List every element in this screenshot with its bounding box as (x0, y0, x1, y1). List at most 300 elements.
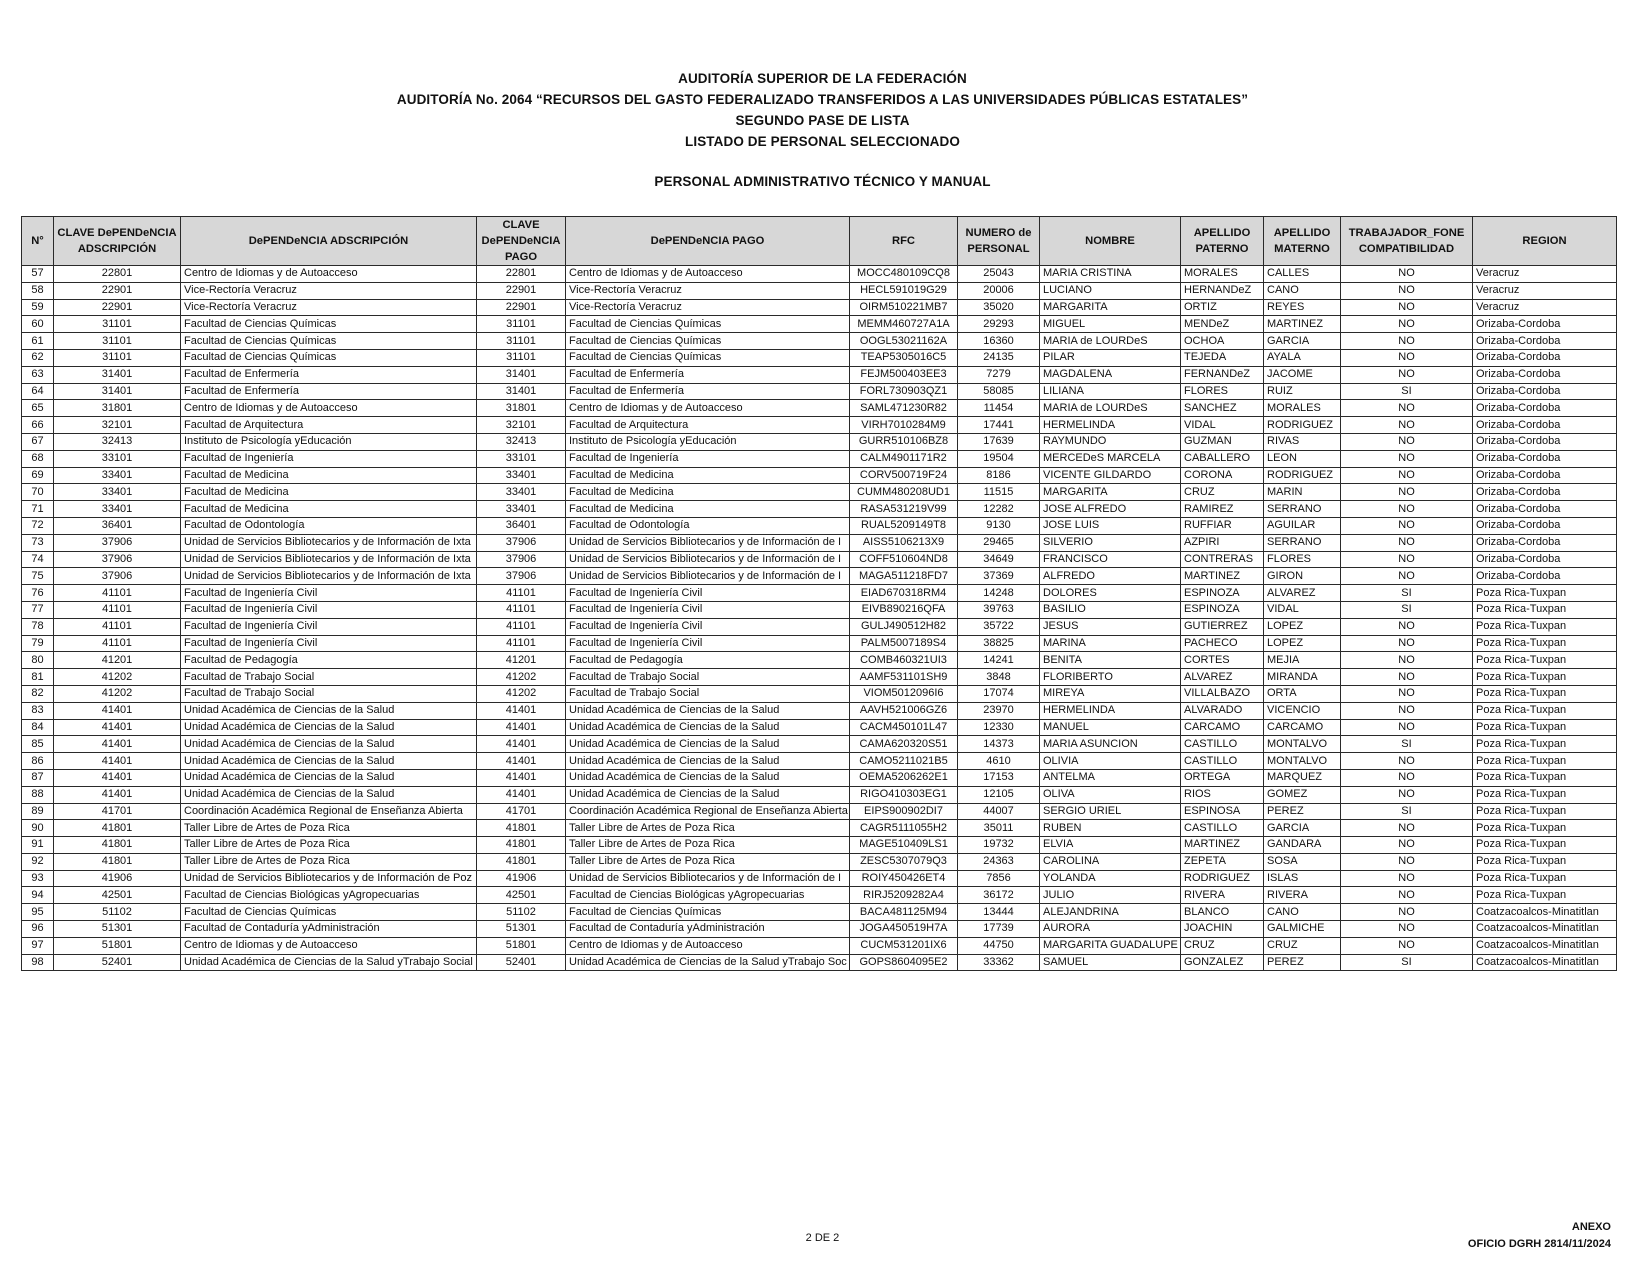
cell-clave-pago: 41401 (477, 702, 566, 719)
cell-dependencia-pago: Centro de Idiomas y de Autoacceso (566, 937, 850, 954)
cell-trabajador-fone: SI (1341, 585, 1473, 602)
cell-clave-adscripcion: 31401 (54, 383, 181, 400)
cell-dependencia-pago: Centro de Idiomas y de Autoacceso (566, 400, 850, 417)
cell-dependencia-pago: Facultad de Medicina (566, 484, 850, 501)
cell-region: Veracruz (1473, 282, 1617, 299)
cell-apellido-paterno: RIOS (1181, 786, 1264, 803)
cell-clave-adscripcion: 41101 (54, 585, 181, 602)
cell-apellido-paterno: GUTIERREZ (1181, 618, 1264, 635)
cell-region: Poza Rica-Tuxpan (1473, 870, 1617, 887)
cell-numero-personal: 20006 (958, 282, 1040, 299)
cell-apellido-materno: AGUILAR (1264, 517, 1341, 534)
cell-rfc: MAGA511218FD7 (850, 568, 958, 585)
cell-n: 86 (22, 753, 54, 770)
cell-clave-adscripcion: 31101 (54, 316, 181, 333)
cell-n: 76 (22, 585, 54, 602)
table-row (22, 820, 1617, 837)
cell-n: 84 (22, 719, 54, 736)
cell-apellido-materno: MONTALVO (1264, 736, 1341, 753)
cell-apellido-materno: MARTINEZ (1264, 316, 1341, 333)
cell-clave-pago: 31801 (477, 400, 566, 417)
cell-dependencia-adscripcion: Facultad de Medicina (181, 467, 477, 484)
cell-dependencia-pago: Facultad de Ingeniería Civil (566, 585, 850, 602)
cell-clave-adscripcion: 41401 (54, 786, 181, 803)
cell-trabajador-fone: NO (1341, 719, 1473, 736)
cell-dependencia-adscripcion: Unidad de Servicios Bibliotecarios y de Información de Ixta (181, 534, 477, 551)
cell-apellido-paterno: RIVERA (1181, 887, 1264, 904)
cell-apellido-paterno: RUFFIAR (1181, 517, 1264, 534)
cell-n: 96 (22, 921, 54, 938)
cell-region: Veracruz (1473, 266, 1617, 283)
cell-dependencia-pago: Unidad Académica de Ciencias de la Salud yTrabajo Soc (566, 954, 850, 971)
cell-dependencia-pago: Facultad de Ciencias Químicas (566, 904, 850, 921)
cell-rfc: TEAP5305016C5 (850, 349, 958, 366)
cell-dependencia-pago: Facultad de Enfermería (566, 383, 850, 400)
table-row (22, 753, 1617, 770)
cell-apellido-paterno: MORALES (1181, 266, 1264, 283)
cell-trabajador-fone: NO (1341, 568, 1473, 585)
table-row (22, 837, 1617, 854)
table-row (22, 954, 1617, 971)
cell-region: Orizaba-Cordoba (1473, 433, 1617, 450)
cell-region: Poza Rica-Tuxpan (1473, 769, 1617, 786)
cell-trabajador-fone: NO (1341, 702, 1473, 719)
table-row (22, 568, 1617, 585)
cell-region: Orizaba-Cordoba (1473, 534, 1617, 551)
cell-apellido-materno: RODRIGUEZ (1264, 417, 1341, 434)
cell-numero-personal: 29465 (958, 534, 1040, 551)
cell-clave-adscripcion: 41401 (54, 719, 181, 736)
cell-apellido-paterno: VILLALBAZO (1181, 685, 1264, 702)
cell-dependencia-pago: Facultad de Ingeniería Civil (566, 618, 850, 635)
cell-numero-personal: 7856 (958, 870, 1040, 887)
cell-trabajador-fone: NO (1341, 433, 1473, 450)
cell-apellido-materno: RUIZ (1264, 383, 1341, 400)
cell-nombre: JULIO (1040, 887, 1181, 904)
cell-apellido-materno: MORALES (1264, 400, 1341, 417)
cell-nombre: JOSE LUIS (1040, 517, 1181, 534)
cell-numero-personal: 19732 (958, 837, 1040, 854)
cell-numero-personal: 14248 (958, 585, 1040, 602)
cell-clave-adscripcion: 36401 (54, 517, 181, 534)
cell-n: 67 (22, 433, 54, 450)
cell-nombre: MARGARITA (1040, 484, 1181, 501)
cell-nombre: MIGUEL (1040, 316, 1181, 333)
cell-nombre: MARIA ASUNCION (1040, 736, 1181, 753)
cell-apellido-paterno: AZPIRI (1181, 534, 1264, 551)
cell-apellido-paterno: CABALLERO (1181, 450, 1264, 467)
cell-dependencia-adscripcion: Facultad de Trabajo Social (181, 669, 477, 686)
cell-n: 95 (22, 904, 54, 921)
cell-dependencia-adscripcion: Facultad de Pedagogía (181, 652, 477, 669)
cell-nombre: LUCIANO (1040, 282, 1181, 299)
cell-numero-personal: 35011 (958, 820, 1040, 837)
cell-region: Orizaba-Cordoba (1473, 568, 1617, 585)
cell-region: Orizaba-Cordoba (1473, 467, 1617, 484)
cell-trabajador-fone: NO (1341, 669, 1473, 686)
cell-apellido-paterno: MARTINEZ (1181, 837, 1264, 854)
cell-apellido-paterno: CASTILLO (1181, 820, 1264, 837)
cell-apellido-materno: PEREZ (1264, 954, 1341, 971)
cell-dependencia-pago: Unidad Académica de Ciencias de la Salud (566, 719, 850, 736)
cell-apellido-paterno: TEJEDA (1181, 349, 1264, 366)
cell-clave-pago: 41801 (477, 837, 566, 854)
cell-clave-adscripcion: 41906 (54, 870, 181, 887)
table-row (22, 400, 1617, 417)
cell-clave-pago: 31401 (477, 366, 566, 383)
cell-region: Orizaba-Cordoba (1473, 417, 1617, 434)
cell-dependencia-pago: Facultad de Ingeniería Civil (566, 601, 850, 618)
cell-dependencia-adscripcion: Unidad de Servicios Bibliotecarios y de Información de Ixta (181, 568, 477, 585)
cell-numero-personal: 29293 (958, 316, 1040, 333)
cell-clave-adscripcion: 41401 (54, 736, 181, 753)
table-row (22, 870, 1617, 887)
cell-dependencia-pago: Unidad Académica de Ciencias de la Salud (566, 786, 850, 803)
table-row (22, 652, 1617, 669)
cell-trabajador-fone: NO (1341, 853, 1473, 870)
cell-nombre: MARIA de LOURDeS (1040, 400, 1181, 417)
cell-dependencia-adscripcion: Facultad de Ciencias Químicas (181, 349, 477, 366)
annex-label: ANEXO (1571, 1221, 1611, 1233)
table-row (22, 551, 1617, 568)
cell-numero-personal: 7279 (958, 366, 1040, 383)
cell-apellido-materno: REYES (1264, 299, 1341, 316)
cell-dependencia-pago: Unidad Académica de Ciencias de la Salud (566, 753, 850, 770)
cell-apellido-paterno: HERNANDeZ (1181, 282, 1264, 299)
cell-clave-adscripcion: 41401 (54, 702, 181, 719)
cell-region: Veracruz (1473, 299, 1617, 316)
cell-apellido-paterno: CORONA (1181, 467, 1264, 484)
cell-apellido-materno: MARIN (1264, 484, 1341, 501)
cell-nombre: ANTELMA (1040, 769, 1181, 786)
cell-dependencia-adscripcion: Unidad Académica de Ciencias de la Salud (181, 702, 477, 719)
cell-apellido-paterno: GUZMAN (1181, 433, 1264, 450)
cell-clave-adscripcion: 41401 (54, 769, 181, 786)
cell-apellido-materno: SOSA (1264, 853, 1341, 870)
cell-trabajador-fone: NO (1341, 349, 1473, 366)
col-header-trabajador-fone: TRABAJADOR_FONE COMPATIBILIDAD (1341, 217, 1473, 266)
cell-rfc: CACM450101L47 (850, 719, 958, 736)
cell-rfc: RASA531219V99 (850, 501, 958, 518)
cell-numero-personal: 23970 (958, 702, 1040, 719)
cell-n: 97 (22, 937, 54, 954)
cell-clave-pago: 32101 (477, 417, 566, 434)
cell-region: Poza Rica-Tuxpan (1473, 618, 1617, 635)
cell-dependencia-adscripcion: Unidad Académica de Ciencias de la Salud (181, 753, 477, 770)
cell-n: 58 (22, 282, 54, 299)
cell-clave-adscripcion: 33401 (54, 501, 181, 518)
cell-apellido-paterno: MARTINEZ (1181, 568, 1264, 585)
col-header-numero-personal: NUMERO de PERSONAL (958, 217, 1040, 266)
cell-clave-pago: 33401 (477, 501, 566, 518)
cell-trabajador-fone: NO (1341, 450, 1473, 467)
cell-clave-pago: 52401 (477, 954, 566, 971)
cell-trabajador-fone: SI (1341, 736, 1473, 753)
cell-dependencia-adscripcion: Facultad de Ingeniería Civil (181, 618, 477, 635)
cell-numero-personal: 12330 (958, 719, 1040, 736)
table-row (22, 803, 1617, 820)
col-header-apellido-paterno: APELLIDO PATERNO (1181, 217, 1264, 266)
cell-clave-adscripcion: 51801 (54, 937, 181, 954)
cell-dependencia-adscripcion: Centro de Idiomas y de Autoacceso (181, 400, 477, 417)
cell-clave-pago: 41101 (477, 618, 566, 635)
cell-rfc: FEJM500403EE3 (850, 366, 958, 383)
cell-rfc: EIAD670318RM4 (850, 585, 958, 602)
col-header-clave-adscripcion: CLAVE DePENDeNCIA ADSCRIPCIÓN (54, 217, 181, 266)
cell-n: 92 (22, 853, 54, 870)
col-header-dependencia-pago: DePENDeNCIA PAGO (566, 217, 850, 266)
cell-clave-adscripcion: 33401 (54, 484, 181, 501)
col-header-rfc: RFC (850, 217, 958, 266)
cell-numero-personal: 14241 (958, 652, 1040, 669)
cell-dependencia-pago: Vice-Rectoría Veracruz (566, 299, 850, 316)
cell-dependencia-adscripcion: Facultad de Enfermería (181, 366, 477, 383)
cell-nombre: ALFREDO (1040, 568, 1181, 585)
cell-trabajador-fone: NO (1341, 400, 1473, 417)
cell-dependencia-adscripcion: Taller Libre de Artes de Poza Rica (181, 853, 477, 870)
cell-dependencia-pago: Taller Libre de Artes de Poza Rica (566, 820, 850, 837)
cell-clave-pago: 37906 (477, 551, 566, 568)
cell-numero-personal: 44750 (958, 937, 1040, 954)
cell-nombre: MARGARITA (1040, 299, 1181, 316)
cell-region: Orizaba-Cordoba (1473, 450, 1617, 467)
cell-dependencia-adscripcion: Facultad de Arquitectura (181, 417, 477, 434)
cell-clave-pago: 36401 (477, 517, 566, 534)
cell-region: Poza Rica-Tuxpan (1473, 736, 1617, 753)
cell-n: 77 (22, 601, 54, 618)
cell-trabajador-fone: NO (1341, 467, 1473, 484)
cell-n: 73 (22, 534, 54, 551)
cell-clave-adscripcion: 41101 (54, 635, 181, 652)
cell-clave-adscripcion: 41101 (54, 618, 181, 635)
cell-numero-personal: 35020 (958, 299, 1040, 316)
cell-apellido-paterno: VIDAL (1181, 417, 1264, 434)
cell-apellido-materno: SERRANO (1264, 501, 1341, 518)
cell-n: 81 (22, 669, 54, 686)
cell-apellido-materno: FLORES (1264, 551, 1341, 568)
cell-numero-personal: 37369 (958, 568, 1040, 585)
cell-n: 80 (22, 652, 54, 669)
cell-n: 61 (22, 333, 54, 350)
cell-n: 62 (22, 349, 54, 366)
cell-trabajador-fone: NO (1341, 820, 1473, 837)
cell-clave-pago: 22901 (477, 299, 566, 316)
cell-apellido-paterno: CONTRERAS (1181, 551, 1264, 568)
cell-clave-pago: 42501 (477, 887, 566, 904)
cell-region: Orizaba-Cordoba (1473, 316, 1617, 333)
cell-numero-personal: 17739 (958, 921, 1040, 938)
table-row (22, 266, 1617, 283)
table-row (22, 366, 1617, 383)
cell-nombre: OLIVA (1040, 786, 1181, 803)
cell-numero-personal: 4610 (958, 753, 1040, 770)
cell-nombre: HERMELINDA (1040, 417, 1181, 434)
cell-rfc: AAMF531101SH9 (850, 669, 958, 686)
cell-clave-pago: 31101 (477, 349, 566, 366)
table-row (22, 299, 1617, 316)
cell-apellido-paterno: ALVARADO (1181, 702, 1264, 719)
cell-region: Poza Rica-Tuxpan (1473, 837, 1617, 854)
cell-apellido-paterno: RODRIGUEZ (1181, 870, 1264, 887)
col-header-clave-pago: CLAVE DePENDeNCIA PAGO (477, 217, 566, 266)
cell-clave-adscripcion: 33101 (54, 450, 181, 467)
cell-rfc: CALM4901171R2 (850, 450, 958, 467)
cell-clave-adscripcion: 41701 (54, 803, 181, 820)
cell-clave-adscripcion: 37906 (54, 534, 181, 551)
col-header-apellido-materno: APELLIDO MATERNO (1264, 217, 1341, 266)
cell-trabajador-fone: NO (1341, 685, 1473, 702)
cell-dependencia-adscripcion: Facultad de Ciencias Biológicas yAgropecuarias (181, 887, 477, 904)
cell-rfc: RIRJ5209282A4 (850, 887, 958, 904)
cell-nombre: MIREYA (1040, 685, 1181, 702)
cell-apellido-materno: LEON (1264, 450, 1341, 467)
cell-nombre: SERGIO URIEL (1040, 803, 1181, 820)
cell-trabajador-fone: NO (1341, 635, 1473, 652)
cell-rfc: FORL730903QZ1 (850, 383, 958, 400)
cell-nombre: DOLORES (1040, 585, 1181, 602)
cell-apellido-materno: GARCIA (1264, 820, 1341, 837)
cell-clave-adscripcion: 41201 (54, 652, 181, 669)
cell-clave-pago: 51102 (477, 904, 566, 921)
cell-region: Poza Rica-Tuxpan (1473, 887, 1617, 904)
cell-rfc: CAMA620320S51 (850, 736, 958, 753)
cell-nombre: MANUEL (1040, 719, 1181, 736)
cell-apellido-paterno: CASTILLO (1181, 736, 1264, 753)
cell-dependencia-adscripcion: Unidad Académica de Ciencias de la Salud yTrabajo Social (181, 954, 477, 971)
cell-n: 85 (22, 736, 54, 753)
cell-numero-personal: 9130 (958, 517, 1040, 534)
cell-apellido-materno: GANDARA (1264, 837, 1341, 854)
table-row (22, 921, 1617, 938)
cell-n: 74 (22, 551, 54, 568)
table-row (22, 585, 1617, 602)
cell-n: 66 (22, 417, 54, 434)
cell-clave-pago: 41401 (477, 736, 566, 753)
cell-trabajador-fone: SI (1341, 601, 1473, 618)
cell-region: Poza Rica-Tuxpan (1473, 635, 1617, 652)
cell-apellido-materno: GARCIA (1264, 333, 1341, 350)
cell-n: 68 (22, 450, 54, 467)
cell-rfc: PALM5007189S4 (850, 635, 958, 652)
cell-apellido-materno: LOPEZ (1264, 635, 1341, 652)
cell-clave-pago: 41202 (477, 669, 566, 686)
table-row (22, 887, 1617, 904)
cell-nombre: MERCEDeS MARCELA (1040, 450, 1181, 467)
cell-n: 63 (22, 366, 54, 383)
table-row (22, 786, 1617, 803)
cell-clave-pago: 41101 (477, 585, 566, 602)
cell-n: 70 (22, 484, 54, 501)
cell-dependencia-pago: Coordinación Académica Regional de Enseñanza Abierta (566, 803, 850, 820)
cell-apellido-paterno: ZEPETA (1181, 853, 1264, 870)
cell-trabajador-fone: NO (1341, 501, 1473, 518)
cell-clave-pago: 41101 (477, 635, 566, 652)
table-row (22, 719, 1617, 736)
cell-clave-adscripcion: 37906 (54, 568, 181, 585)
cell-numero-personal: 17639 (958, 433, 1040, 450)
cell-dependencia-pago: Facultad de Trabajo Social (566, 685, 850, 702)
cell-clave-pago: 31101 (477, 333, 566, 350)
table-header-row (22, 217, 1617, 266)
cell-rfc: CAGR5111055H2 (850, 820, 958, 837)
cell-numero-personal: 16360 (958, 333, 1040, 350)
cell-trabajador-fone: NO (1341, 921, 1473, 938)
cell-dependencia-pago: Facultad de Arquitectura (566, 417, 850, 434)
cell-apellido-materno: JACOME (1264, 366, 1341, 383)
cell-nombre: LILIANA (1040, 383, 1181, 400)
cell-clave-adscripcion: 31801 (54, 400, 181, 417)
cell-clave-pago: 41801 (477, 820, 566, 837)
cell-rfc: CAMO5211021B5 (850, 753, 958, 770)
cell-dependencia-adscripcion: Facultad de Ciencias Químicas (181, 316, 477, 333)
table-row (22, 601, 1617, 618)
cell-n: 75 (22, 568, 54, 585)
cell-region: Poza Rica-Tuxpan (1473, 652, 1617, 669)
cell-n: 65 (22, 400, 54, 417)
cell-dependencia-adscripcion: Coordinación Académica Regional de Enseñanza Abierta (181, 803, 477, 820)
cell-numero-personal: 25043 (958, 266, 1040, 283)
cell-apellido-paterno: CORTES (1181, 652, 1264, 669)
cell-dependencia-pago: Centro de Idiomas y de Autoacceso (566, 266, 850, 283)
cell-numero-personal: 11515 (958, 484, 1040, 501)
cell-region: Poza Rica-Tuxpan (1473, 685, 1617, 702)
cell-rfc: BACA481125M94 (850, 904, 958, 921)
table-row (22, 685, 1617, 702)
cell-apellido-materno: ALVAREZ (1264, 585, 1341, 602)
cell-nombre: ELVIA (1040, 837, 1181, 854)
cell-apellido-materno: VICENCIO (1264, 702, 1341, 719)
cell-region: Poza Rica-Tuxpan (1473, 601, 1617, 618)
table-row (22, 669, 1617, 686)
cell-n: 83 (22, 702, 54, 719)
cell-n: 93 (22, 870, 54, 887)
cell-trabajador-fone: NO (1341, 652, 1473, 669)
cell-apellido-materno: ISLAS (1264, 870, 1341, 887)
cell-trabajador-fone: SI (1341, 383, 1473, 400)
cell-dependencia-pago: Facultad de Medicina (566, 501, 850, 518)
cell-rfc: MOCC480109CQ8 (850, 266, 958, 283)
cell-clave-pago: 41906 (477, 870, 566, 887)
table-row (22, 333, 1617, 350)
cell-apellido-materno: RIVERA (1264, 887, 1341, 904)
cell-trabajador-fone: NO (1341, 316, 1473, 333)
cell-n: 82 (22, 685, 54, 702)
cell-region: Poza Rica-Tuxpan (1473, 803, 1617, 820)
section-subtitle: PERSONAL ADMINISTRATIVO TÉCNICO Y MANUAL (654, 174, 991, 189)
cell-trabajador-fone: NO (1341, 333, 1473, 350)
cell-trabajador-fone: NO (1341, 753, 1473, 770)
cell-dependencia-adscripcion: Instituto de Psicología yEducación (181, 433, 477, 450)
cell-clave-pago: 37906 (477, 534, 566, 551)
cell-rfc: VIRH7010284M9 (850, 417, 958, 434)
col-header-dependencia-adscripcion: DePENDeNCIA ADSCRIPCIÓN (181, 217, 477, 266)
cell-region: Poza Rica-Tuxpan (1473, 669, 1617, 686)
col-header-n: N° (22, 217, 54, 266)
cell-n: 60 (22, 316, 54, 333)
cell-numero-personal: 17074 (958, 685, 1040, 702)
cell-numero-personal: 8186 (958, 467, 1040, 484)
table-row (22, 853, 1617, 870)
cell-clave-adscripcion: 32101 (54, 417, 181, 434)
cell-apellido-materno: MARQUEZ (1264, 769, 1341, 786)
cell-apellido-paterno: GONZALEZ (1181, 954, 1264, 971)
cell-clave-adscripcion: 41401 (54, 753, 181, 770)
table-row (22, 349, 1617, 366)
cell-rfc: GOPS8604095E2 (850, 954, 958, 971)
cell-apellido-paterno: ALVAREZ (1181, 669, 1264, 686)
cell-apellido-materno: GIRON (1264, 568, 1341, 585)
cell-numero-personal: 38825 (958, 635, 1040, 652)
